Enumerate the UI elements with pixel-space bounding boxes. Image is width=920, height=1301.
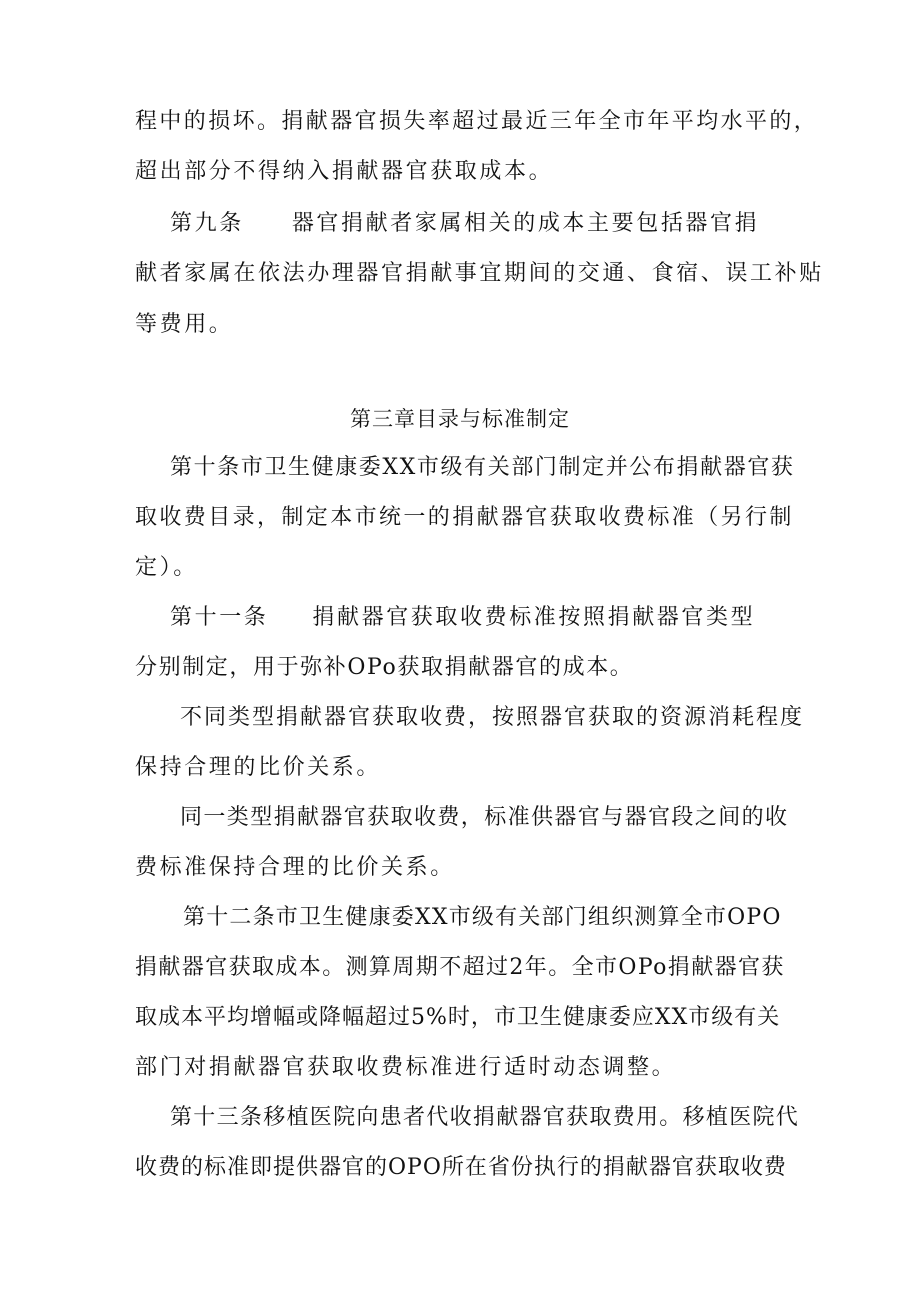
- chapter-3-heading: 第三章目录与标准制定: [350, 407, 570, 431]
- article-12-line-3: 取成本平均增幅或降幅超过5%时，市卫生健康委应XX市级有关: [135, 1005, 781, 1030]
- para-1-line-2: 超出部分不得纳入捐献器官获取成本。: [135, 159, 554, 184]
- article-13-line-1: 第十三条移植医院向患者代收捐献器官获取费用。移植医院代: [170, 1105, 800, 1130]
- article-11-para-2-line-1: 不同类型捐献器官获取收费，按照器官获取的资源消耗程度: [180, 705, 805, 730]
- article-12-line-4: 部门对捐献器官获取收费标准进行适时动态调整。: [135, 1055, 677, 1080]
- article-11-line-1: [170, 602, 755, 634]
- article-9-line-2: 献者家属在依法办理器官捐献事宜期间的交通、食宿、误工补贴: [135, 261, 824, 286]
- article-9-line-1-text: 器官捐献者家属相关的成本主要包括器官捐: [291, 211, 760, 236]
- article-11-line-1-text: 捐献器官获取收费标准按照捐献器官类型: [312, 605, 756, 630]
- article-9-line-3: 等费用。: [135, 312, 234, 337]
- article-10-line-3: 定）。: [135, 555, 198, 580]
- article-11-line-2: 分别制定，用于弥补OPo获取捐献器官的成本。: [135, 655, 634, 680]
- article-12-line-2: 捐献器官获取成本。测算周期不超过2年。全市OPo捐献器官获: [135, 955, 785, 980]
- article-11-para-3-line-2: 费标准保持合理的比价关系。: [135, 855, 455, 880]
- article-12-line-1: 第十二条市卫生健康委XX市级有关部门组织测算全市OPO: [183, 905, 782, 930]
- article-9-label: 第九条: [170, 211, 244, 236]
- article-11-label: 第十一条: [170, 605, 269, 630]
- para-1-line-1: 程中的损坏。捐献器官损失率超过最近三年全市年平均水平的，: [135, 109, 819, 134]
- article-9-line-1: [170, 208, 759, 240]
- article-11-para-2-line-2: 保持合理的比价关系。: [135, 755, 382, 780]
- article-10-line-1: 第十条市卫生健康委XX市级有关部门制定并公布捐献器官获: [170, 455, 795, 480]
- article-11-para-3-line-1: 同一类型捐献器官获取收费，标准供器官与器官段之间的收: [180, 805, 789, 830]
- article-10-line-2: 取收费目录，制定本市统一的捐献器官获取收费标准（另行制: [135, 505, 794, 530]
- article-13-line-2: 收费的标准即提供器官的OPO所在省份执行的捐献器官获取收费: [135, 1155, 787, 1180]
